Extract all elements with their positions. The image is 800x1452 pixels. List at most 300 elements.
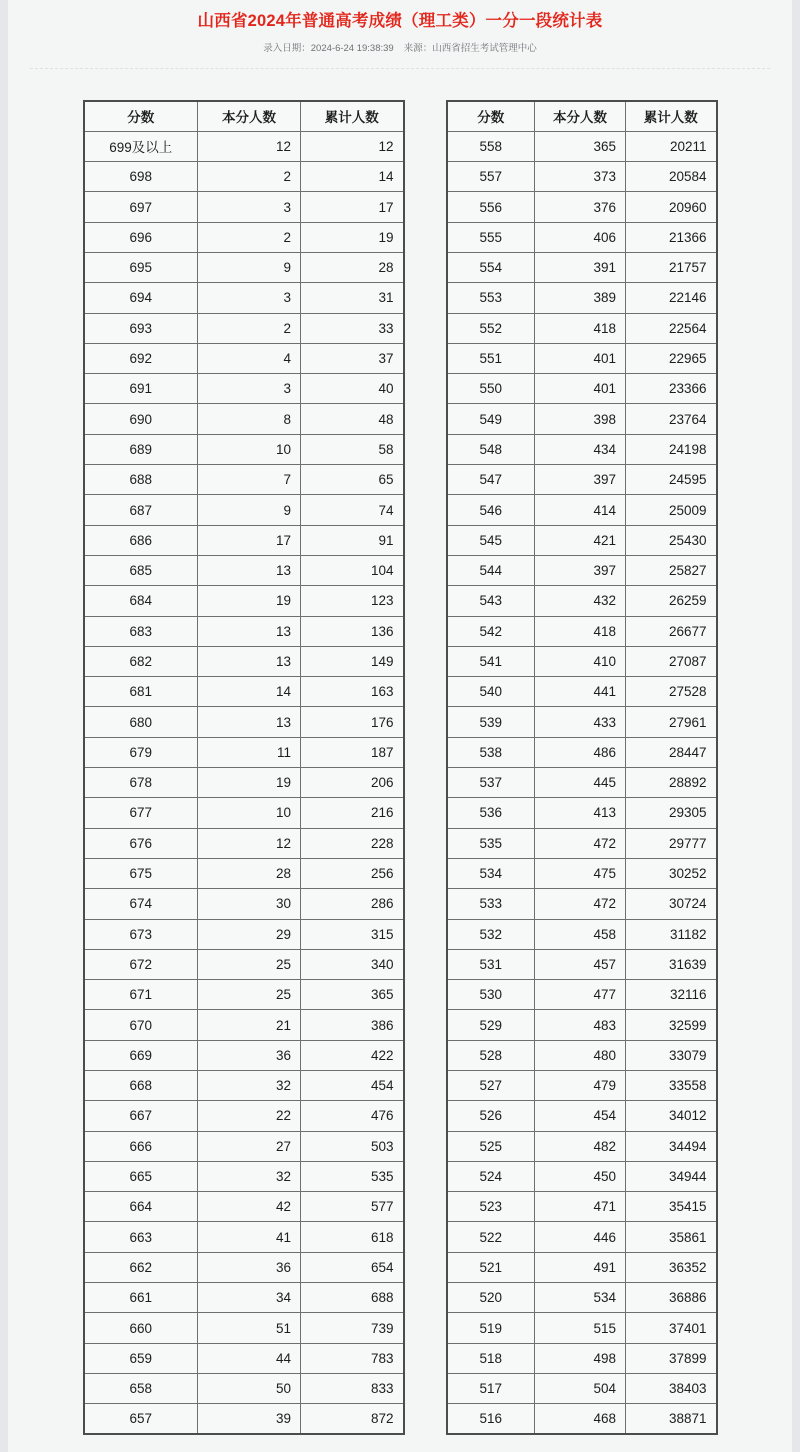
table-row	[447, 980, 717, 1010]
cell-cumulative: 24595	[626, 465, 717, 495]
cell-score: 691	[84, 374, 198, 404]
cell-cumulative: 91	[301, 525, 404, 555]
score-table-left	[83, 100, 405, 1435]
table-row	[447, 828, 717, 858]
table-row	[84, 1192, 404, 1222]
table-row	[84, 858, 404, 888]
cell-score: 689	[84, 434, 198, 464]
table-row	[447, 192, 717, 222]
cell-count: 491	[535, 1252, 626, 1282]
cell-count: 445	[535, 768, 626, 798]
cell-score: 697	[84, 192, 198, 222]
cell-cumulative: 17	[301, 192, 404, 222]
table-row	[447, 283, 717, 313]
cell-cumulative: 23764	[626, 404, 717, 434]
cell-count: 389	[535, 283, 626, 313]
cell-cumulative: 176	[301, 707, 404, 737]
cell-cumulative: 22146	[626, 283, 717, 313]
cell-cumulative: 286	[301, 889, 404, 919]
cell-score: 685	[84, 555, 198, 585]
column-header-count: 本分人数	[535, 101, 626, 131]
cell-cumulative: 29305	[626, 798, 717, 828]
cell-score: 518	[447, 1343, 535, 1373]
table-row	[84, 1222, 404, 1252]
cell-cumulative: 26259	[626, 586, 717, 616]
cell-cumulative: 34944	[626, 1161, 717, 1191]
cell-cumulative: 688	[301, 1283, 404, 1313]
cell-score: 538	[447, 737, 535, 767]
cell-score: 659	[84, 1343, 198, 1373]
cell-count: 50	[198, 1373, 301, 1403]
cell-cumulative: 34012	[626, 1101, 717, 1131]
cell-cumulative: 24198	[626, 434, 717, 464]
cell-count: 25	[198, 980, 301, 1010]
cell-score: 668	[84, 1071, 198, 1101]
cell-score: 535	[447, 828, 535, 858]
cell-count: 515	[535, 1313, 626, 1343]
cell-count: 12	[198, 131, 301, 161]
cell-cumulative: 36352	[626, 1252, 717, 1282]
cell-cumulative: 25827	[626, 555, 717, 585]
cell-score: 696	[84, 222, 198, 252]
table-row	[447, 586, 717, 616]
cell-cumulative: 20211	[626, 131, 717, 161]
cell-count: 3	[198, 283, 301, 313]
cell-count: 498	[535, 1343, 626, 1373]
cell-cumulative: 340	[301, 949, 404, 979]
cell-cumulative: 27087	[626, 646, 717, 676]
cell-score: 549	[447, 404, 535, 434]
cell-count: 410	[535, 646, 626, 676]
cell-score: 525	[447, 1131, 535, 1161]
cell-cumulative: 30252	[626, 858, 717, 888]
cell-count: 468	[535, 1404, 626, 1434]
table-row	[84, 343, 404, 373]
cell-cumulative: 32116	[626, 980, 717, 1010]
cell-cumulative: 187	[301, 737, 404, 767]
cell-count: 13	[198, 616, 301, 646]
cell-count: 32	[198, 1071, 301, 1101]
cell-count: 418	[535, 313, 626, 343]
cell-count: 41	[198, 1222, 301, 1252]
cell-cumulative: 739	[301, 1313, 404, 1343]
table-row	[447, 465, 717, 495]
cell-score: 544	[447, 555, 535, 585]
table-row	[447, 1192, 717, 1222]
cell-count: 17	[198, 525, 301, 555]
cell-cumulative: 74	[301, 495, 404, 525]
table-row	[84, 252, 404, 282]
cell-score: 690	[84, 404, 198, 434]
table-row	[84, 1101, 404, 1131]
cell-cumulative: 37401	[626, 1313, 717, 1343]
cell-score: 524	[447, 1161, 535, 1191]
cell-cumulative: 149	[301, 646, 404, 676]
cell-score: 522	[447, 1222, 535, 1252]
page-header	[8, 0, 792, 70]
table-row	[84, 162, 404, 192]
cell-cumulative: 21366	[626, 222, 717, 252]
cell-count: 433	[535, 707, 626, 737]
tables-wrapper	[8, 70, 792, 1435]
table-row	[84, 495, 404, 525]
cell-count: 28	[198, 858, 301, 888]
cell-count: 39	[198, 1404, 301, 1434]
cell-count: 12	[198, 828, 301, 858]
cell-score: 667	[84, 1101, 198, 1131]
cell-cumulative: 783	[301, 1343, 404, 1373]
cell-score: 680	[84, 707, 198, 737]
table-row	[84, 1313, 404, 1343]
cell-count: 457	[535, 949, 626, 979]
cell-cumulative: 20960	[626, 192, 717, 222]
cell-count: 504	[535, 1373, 626, 1403]
cell-score: 676	[84, 828, 198, 858]
cell-score: 694	[84, 283, 198, 313]
cell-count: 14	[198, 677, 301, 707]
cell-cumulative: 40	[301, 374, 404, 404]
cell-cumulative: 386	[301, 1010, 404, 1040]
cell-score: 669	[84, 1040, 198, 1070]
cell-score: 553	[447, 283, 535, 313]
table-row	[447, 1313, 717, 1343]
table-row	[84, 1283, 404, 1313]
table-row	[447, 707, 717, 737]
cell-score: 675	[84, 858, 198, 888]
cell-count: 454	[535, 1101, 626, 1131]
table-row	[84, 313, 404, 343]
cell-score: 555	[447, 222, 535, 252]
cell-cumulative: 872	[301, 1404, 404, 1434]
cell-count: 376	[535, 192, 626, 222]
cell-score: 541	[447, 646, 535, 676]
cell-count: 36	[198, 1252, 301, 1282]
table-row	[447, 404, 717, 434]
cell-score: 681	[84, 677, 198, 707]
cell-count: 36	[198, 1040, 301, 1070]
cell-count: 21	[198, 1010, 301, 1040]
cell-cumulative: 20584	[626, 162, 717, 192]
table-row	[84, 1252, 404, 1282]
table-row	[84, 1040, 404, 1070]
cell-count: 401	[535, 374, 626, 404]
table-row	[84, 586, 404, 616]
cell-cumulative: 535	[301, 1161, 404, 1191]
cell-count: 414	[535, 495, 626, 525]
cell-count: 3	[198, 374, 301, 404]
cell-cumulative: 33	[301, 313, 404, 343]
table-row	[447, 1010, 717, 1040]
table-row	[84, 192, 404, 222]
cell-count: 22	[198, 1101, 301, 1131]
cell-score: 686	[84, 525, 198, 555]
table-row	[447, 374, 717, 404]
table-row	[84, 1010, 404, 1040]
cell-score: 687	[84, 495, 198, 525]
cell-cumulative: 315	[301, 919, 404, 949]
cell-score: 519	[447, 1313, 535, 1343]
cell-cumulative: 256	[301, 858, 404, 888]
cell-count: 472	[535, 828, 626, 858]
table-row	[447, 1071, 717, 1101]
cell-cumulative: 654	[301, 1252, 404, 1282]
table-row	[84, 646, 404, 676]
cell-cumulative: 123	[301, 586, 404, 616]
cell-cumulative: 28	[301, 252, 404, 282]
cell-count: 479	[535, 1071, 626, 1101]
cell-score: 693	[84, 313, 198, 343]
cell-cumulative: 30724	[626, 889, 717, 919]
cell-score: 526	[447, 1101, 535, 1131]
cell-cumulative: 31	[301, 283, 404, 313]
cell-count: 450	[535, 1161, 626, 1191]
cell-score: 658	[84, 1373, 198, 1403]
table-row	[84, 828, 404, 858]
table-row	[84, 283, 404, 313]
table-row	[447, 1101, 717, 1131]
cell-cumulative: 618	[301, 1222, 404, 1252]
cell-cumulative: 365	[301, 980, 404, 1010]
table-row	[84, 1071, 404, 1101]
table-row	[447, 768, 717, 798]
cell-count: 472	[535, 889, 626, 919]
cell-cumulative: 14	[301, 162, 404, 192]
cell-score: 531	[447, 949, 535, 979]
cell-count: 34	[198, 1283, 301, 1313]
cell-cumulative: 206	[301, 768, 404, 798]
table-row	[84, 404, 404, 434]
cell-count: 25	[198, 949, 301, 979]
cell-cumulative: 454	[301, 1071, 404, 1101]
table-row	[84, 737, 404, 767]
cell-cumulative: 503	[301, 1131, 404, 1161]
cell-cumulative: 22564	[626, 313, 717, 343]
cell-score: 666	[84, 1131, 198, 1161]
cell-count: 11	[198, 737, 301, 767]
cell-score: 548	[447, 434, 535, 464]
cell-count: 13	[198, 707, 301, 737]
table-header-row	[84, 101, 404, 131]
table-row	[84, 1343, 404, 1373]
table-row	[84, 798, 404, 828]
cell-cumulative: 136	[301, 616, 404, 646]
cell-cumulative: 35861	[626, 1222, 717, 1252]
cell-cumulative: 163	[301, 677, 404, 707]
cell-cumulative: 422	[301, 1040, 404, 1070]
table-row	[447, 1343, 717, 1373]
cell-cumulative: 38403	[626, 1373, 717, 1403]
cell-cumulative: 31639	[626, 949, 717, 979]
table-row	[84, 889, 404, 919]
cell-count: 471	[535, 1192, 626, 1222]
table-row	[447, 646, 717, 676]
table-row	[84, 677, 404, 707]
cell-score: 543	[447, 586, 535, 616]
table-row	[447, 919, 717, 949]
cell-score: 664	[84, 1192, 198, 1222]
cell-cumulative: 104	[301, 555, 404, 585]
cell-cumulative: 28447	[626, 737, 717, 767]
cell-score: 678	[84, 768, 198, 798]
table-row	[447, 525, 717, 555]
cell-score: 663	[84, 1222, 198, 1252]
cell-score: 536	[447, 798, 535, 828]
cell-score: 540	[447, 677, 535, 707]
cell-cumulative: 12	[301, 131, 404, 161]
cell-cumulative: 35415	[626, 1192, 717, 1222]
table-row	[84, 1161, 404, 1191]
cell-cumulative: 37899	[626, 1343, 717, 1373]
cell-score: 552	[447, 313, 535, 343]
cell-score: 517	[447, 1373, 535, 1403]
cell-score: 533	[447, 889, 535, 919]
table-row	[447, 162, 717, 192]
cell-score: 698	[84, 162, 198, 192]
cell-count: 10	[198, 798, 301, 828]
entry-date: 录入日期：2024-6-24 19:38:39	[263, 43, 394, 54]
cell-count: 397	[535, 555, 626, 585]
table-row	[447, 1283, 717, 1313]
cell-count: 458	[535, 919, 626, 949]
table-body-right	[447, 131, 717, 1434]
cell-score: 684	[84, 586, 198, 616]
cell-score: 527	[447, 1071, 535, 1101]
cell-score: 534	[447, 858, 535, 888]
column-header-cumulative: 累计人数	[301, 101, 404, 131]
table-row	[84, 555, 404, 585]
cell-count: 421	[535, 525, 626, 555]
table-row	[447, 343, 717, 373]
cell-count: 432	[535, 586, 626, 616]
cell-score: 660	[84, 1313, 198, 1343]
table-row	[84, 980, 404, 1010]
table-row	[447, 737, 717, 767]
table-row	[447, 313, 717, 343]
table-row	[447, 222, 717, 252]
cell-score: 539	[447, 707, 535, 737]
cell-count: 483	[535, 1010, 626, 1040]
cell-count: 397	[535, 465, 626, 495]
cell-score: 537	[447, 768, 535, 798]
cell-score: 516	[447, 1404, 535, 1434]
cell-cumulative: 216	[301, 798, 404, 828]
cell-score: 542	[447, 616, 535, 646]
cell-cumulative: 28892	[626, 768, 717, 798]
cell-count: 480	[535, 1040, 626, 1070]
cell-count: 9	[198, 252, 301, 282]
table-row	[84, 434, 404, 464]
page-title: 山西省2024年普通高考成绩（理工类）一分一段统计表	[197, 12, 603, 30]
cell-score: 521	[447, 1252, 535, 1282]
cell-cumulative: 23366	[626, 374, 717, 404]
cell-count: 475	[535, 858, 626, 888]
cell-count: 4	[198, 343, 301, 373]
cell-count: 534	[535, 1283, 626, 1313]
cell-count: 391	[535, 252, 626, 282]
table-row	[447, 1131, 717, 1161]
cell-cumulative: 36886	[626, 1283, 717, 1313]
column-header-score: 分数	[447, 101, 535, 131]
table-row	[447, 434, 717, 464]
table-row	[84, 374, 404, 404]
cell-count: 42	[198, 1192, 301, 1222]
cell-cumulative: 19	[301, 222, 404, 252]
table-row	[84, 919, 404, 949]
cell-count: 2	[198, 222, 301, 252]
cell-score: 520	[447, 1283, 535, 1313]
column-header-score: 分数	[84, 101, 198, 131]
table-row	[84, 525, 404, 555]
table-row	[447, 1373, 717, 1403]
table-row	[447, 1161, 717, 1191]
cell-score: 558	[447, 131, 535, 161]
cell-cumulative: 32599	[626, 1010, 717, 1040]
cell-cumulative: 33558	[626, 1071, 717, 1101]
cell-score: 551	[447, 343, 535, 373]
cell-count: 7	[198, 465, 301, 495]
cell-score: 683	[84, 616, 198, 646]
cell-score: 547	[447, 465, 535, 495]
cell-cumulative: 33079	[626, 1040, 717, 1070]
cell-cumulative: 27961	[626, 707, 717, 737]
cell-score: 695	[84, 252, 198, 282]
cell-cumulative: 26677	[626, 616, 717, 646]
cell-count: 2	[198, 162, 301, 192]
table-row	[84, 1373, 404, 1403]
table-row	[447, 1222, 717, 1252]
column-header-count: 本分人数	[198, 101, 301, 131]
cell-count: 13	[198, 555, 301, 585]
table-row	[84, 465, 404, 495]
cell-score: 665	[84, 1161, 198, 1191]
cell-score: 692	[84, 343, 198, 373]
table-row	[447, 1040, 717, 1070]
table-row	[447, 889, 717, 919]
cell-count: 477	[535, 980, 626, 1010]
cell-count: 3	[198, 192, 301, 222]
cell-score: 532	[447, 919, 535, 949]
table-row	[84, 768, 404, 798]
cell-score: 556	[447, 192, 535, 222]
cell-score: 674	[84, 889, 198, 919]
cell-cumulative: 29777	[626, 828, 717, 858]
cell-score: 699及以上	[84, 131, 198, 161]
cell-count: 365	[535, 131, 626, 161]
cell-score: 657	[84, 1404, 198, 1434]
cell-count: 10	[198, 434, 301, 464]
score-table-right	[446, 100, 718, 1435]
cell-cumulative: 21757	[626, 252, 717, 282]
table-row	[447, 798, 717, 828]
table-row	[447, 858, 717, 888]
cell-count: 398	[535, 404, 626, 434]
table-row	[84, 1131, 404, 1161]
cell-score: 530	[447, 980, 535, 1010]
cell-cumulative: 31182	[626, 919, 717, 949]
cell-count: 8	[198, 404, 301, 434]
table-row	[84, 222, 404, 252]
cell-count: 482	[535, 1131, 626, 1161]
cell-score: 545	[447, 525, 535, 555]
table-row	[447, 616, 717, 646]
cell-count: 19	[198, 586, 301, 616]
cell-cumulative: 48	[301, 404, 404, 434]
table-row	[447, 495, 717, 525]
cell-cumulative: 833	[301, 1373, 404, 1403]
cell-count: 373	[535, 162, 626, 192]
table-row	[447, 949, 717, 979]
cell-count: 434	[535, 434, 626, 464]
